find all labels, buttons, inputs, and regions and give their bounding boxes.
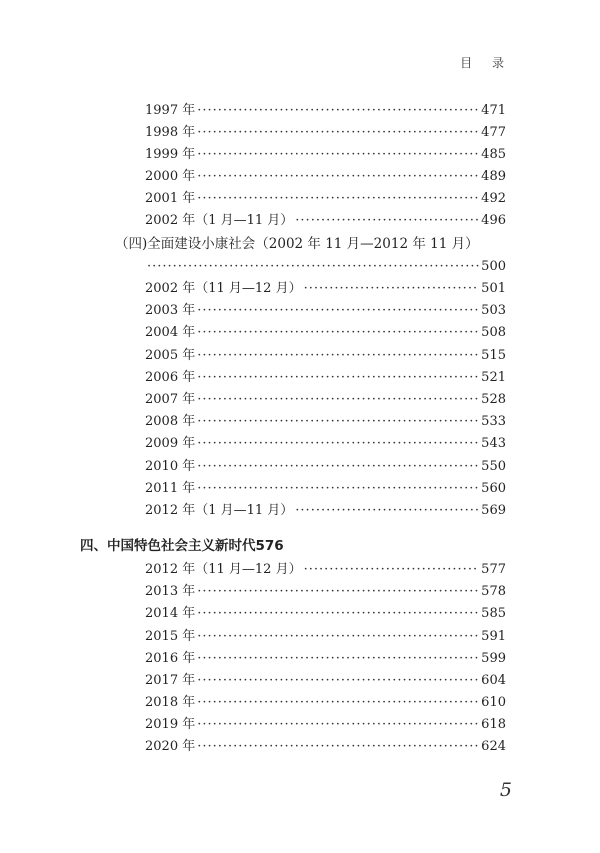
leader-dots xyxy=(197,673,479,688)
toc-entry-label: 2020 年 xyxy=(145,739,196,754)
toc-entry-label: 2006 年 xyxy=(145,370,196,385)
toc-entry-label: 2009 年 xyxy=(145,436,196,451)
chapter-page: 576 xyxy=(255,538,284,554)
toc-entry-label: 2007 年 xyxy=(145,392,196,407)
toc-entry-page: 485 xyxy=(481,147,506,162)
toc-entry-page: 550 xyxy=(481,459,506,474)
toc-entry[interactable] xyxy=(145,142,506,162)
leader-dots xyxy=(197,303,479,318)
toc-entry-label: 1997 年 xyxy=(145,103,196,118)
chapter-entry[interactable] xyxy=(80,534,506,554)
toc-entry-label: 2002 年（1 月—11 月） xyxy=(145,213,294,228)
toc-entry-page: 618 xyxy=(481,717,506,732)
toc-entry[interactable] xyxy=(145,476,506,496)
toc-entry-page: 591 xyxy=(481,629,506,644)
toc-entry[interactable] xyxy=(145,186,506,206)
leader-dots xyxy=(197,606,479,621)
leader-dots xyxy=(197,717,479,732)
leader-dots xyxy=(197,436,479,451)
leader-dots xyxy=(197,695,479,710)
toc-entry-page: 560 xyxy=(481,481,506,496)
toc-entry-label: 2005 年 xyxy=(145,348,196,363)
leader-dots xyxy=(197,739,479,754)
leader-dots xyxy=(197,459,479,474)
toc-entry-page: 624 xyxy=(481,739,506,754)
toc-entry[interactable] xyxy=(145,409,506,429)
toc-entry-label: 2001 年 xyxy=(145,191,196,206)
toc-entry[interactable] xyxy=(145,298,506,318)
section-page-line[interactable] xyxy=(145,254,506,274)
toc-entry-page: 477 xyxy=(481,125,506,140)
leader-dots xyxy=(197,370,479,385)
leader-dots xyxy=(197,584,479,599)
toc-entry-label: 2000 年 xyxy=(145,169,196,184)
toc-entry[interactable] xyxy=(145,624,506,644)
leader-dots xyxy=(304,281,480,296)
toc-entry[interactable] xyxy=(145,557,506,577)
toc-entry[interactable] xyxy=(145,498,506,518)
toc-entry-label: 2008 年 xyxy=(145,414,196,429)
toc-entry[interactable] xyxy=(145,98,506,118)
toc-entry[interactable] xyxy=(145,120,506,140)
toc-entry-page: 503 xyxy=(481,303,506,318)
toc-entry[interactable] xyxy=(145,668,506,688)
toc-entry-page: 492 xyxy=(481,191,506,206)
toc-entry[interactable] xyxy=(145,320,506,340)
toc-entry-page: 599 xyxy=(481,651,506,666)
toc-entry[interactable] xyxy=(145,734,506,754)
leader-dots xyxy=(295,503,479,518)
toc-entry-label: 2011 年 xyxy=(145,481,196,496)
leader-dots xyxy=(197,392,479,407)
leader-dots xyxy=(197,481,479,496)
leader-dots xyxy=(197,651,479,666)
toc-entry-label: 2015 年 xyxy=(145,629,196,644)
toc-entry-label: 1999 年 xyxy=(145,147,196,162)
page-number: 5 xyxy=(499,779,512,801)
leader-dots xyxy=(197,629,479,644)
toc-entry-label: 2014 年 xyxy=(145,606,196,621)
toc-entry-label: 2017 年 xyxy=(145,673,196,688)
toc-entry-page: 500 xyxy=(481,259,506,274)
toc-entry-page: 508 xyxy=(481,325,506,340)
toc-entry[interactable] xyxy=(145,343,506,363)
chapter-title: 四、中国特色社会主义新时代 xyxy=(80,538,256,554)
toc-entry-page: 528 xyxy=(481,392,506,407)
toc-entry[interactable] xyxy=(145,208,506,228)
toc-entry-label: 2016 年 xyxy=(145,651,196,666)
toc-entry-page: 543 xyxy=(481,436,506,451)
leader-dots xyxy=(197,147,479,162)
toc-entry-label: 2003 年 xyxy=(145,303,196,318)
toc-entry-page: 471 xyxy=(481,103,506,118)
toc-entry-label: 2019 年 xyxy=(145,717,196,732)
leader-dots xyxy=(197,169,479,184)
toc-entry-label: 2013 年 xyxy=(145,584,196,599)
toc-entry[interactable] xyxy=(145,365,506,385)
toc-entry-label: 2002 年（11 月—12 月） xyxy=(145,281,302,296)
toc-entry[interactable] xyxy=(145,601,506,621)
leader-dots xyxy=(147,259,479,274)
leader-dots xyxy=(295,213,479,228)
section-title[interactable]: （四)全面建设小康社会（2002 年 11 月—2012 年 11 月） xyxy=(115,236,479,252)
toc-entry[interactable] xyxy=(145,579,506,599)
leader-dots xyxy=(197,191,479,206)
toc-entry-label: 2010 年 xyxy=(145,459,196,474)
toc-entry-label: 2018 年 xyxy=(145,695,196,710)
toc-entry-page: 604 xyxy=(481,673,506,688)
toc-entry[interactable] xyxy=(145,276,506,296)
toc-entry[interactable] xyxy=(145,646,506,666)
leader-dots xyxy=(304,562,480,577)
toc-entry-page: 585 xyxy=(481,606,506,621)
toc-entry-page: 496 xyxy=(481,213,506,228)
toc-entry[interactable] xyxy=(145,431,506,451)
toc-entry-page: 515 xyxy=(481,348,506,363)
toc-entry[interactable] xyxy=(145,454,506,474)
toc-entry-label: 1998 年 xyxy=(145,125,196,140)
toc-entry-page: 610 xyxy=(481,695,506,710)
toc-entry[interactable] xyxy=(145,712,506,732)
toc-entry-page: 569 xyxy=(481,503,506,518)
toc-entry-label: 2012 年（1 月—11 月） xyxy=(145,503,294,518)
leader-dots xyxy=(197,125,479,140)
leader-dots xyxy=(197,325,479,340)
running-header: 目 录 xyxy=(460,56,512,70)
toc-entry-page: 577 xyxy=(481,562,506,577)
leader-dots xyxy=(197,348,479,363)
toc-entry-page: 501 xyxy=(481,281,506,296)
toc-entry[interactable] xyxy=(145,387,506,407)
toc-entry-page: 489 xyxy=(481,169,506,184)
leader-dots xyxy=(197,103,479,118)
toc-entry[interactable] xyxy=(145,164,506,184)
toc-entry[interactable] xyxy=(145,690,506,710)
toc-entry-page: 578 xyxy=(481,584,506,599)
toc-entry-label: 2004 年 xyxy=(145,325,196,340)
toc-entry-page: 533 xyxy=(481,414,506,429)
leader-dots xyxy=(197,414,479,429)
toc-entry-page: 521 xyxy=(481,370,506,385)
toc-entry-label: 2012 年（11 月—12 月） xyxy=(145,562,302,577)
